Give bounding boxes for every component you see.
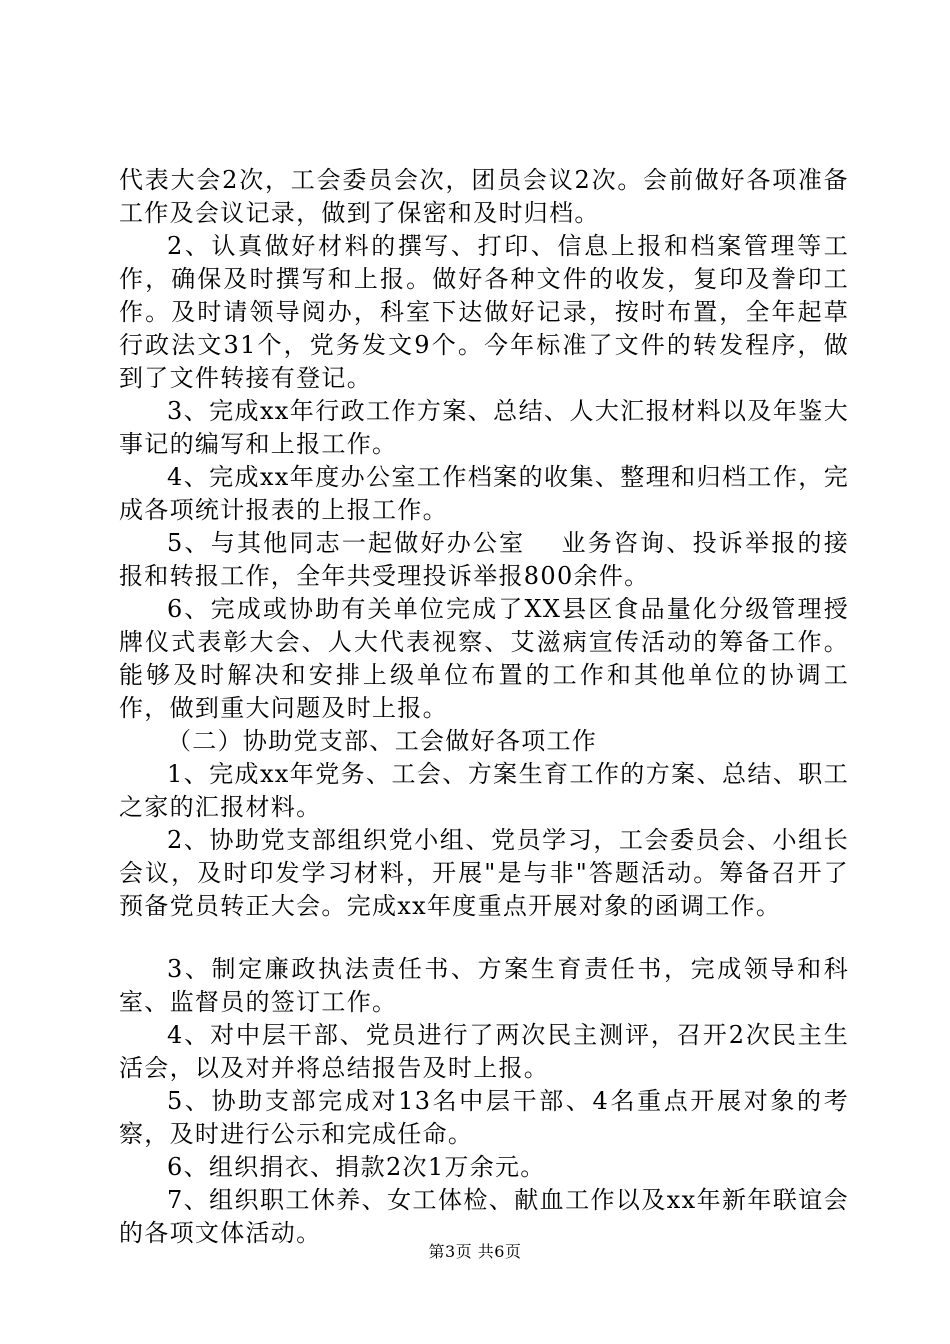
- paragraph-item-4: 4、完成xx年度办公室工作档案的收集、整理和归档工作，完成各项统计报表的上报工作。: [119, 463, 849, 524]
- paragraph-party-item-2: 2、协助党支部组织党小组、党员学习，工会委员会、小组长会议，及时印发学习材料，开展"是与非"答题活动。筹备召开了预备党员转正大会。完成xx年度重点开展对象的函调工作。: [119, 826, 849, 920]
- paragraph-party-item-4: 4、对中层干部、党员进行了两次民主测评，召开2次民主生活会，以及对并将总结报告及时上报。: [119, 1021, 849, 1082]
- document-body: [119, 164, 849, 1250]
- paragraph-item-3: 3、完成xx年行政工作方案、总结、人大汇报材料以及年鉴大事记的编写和上报工作。: [119, 397, 849, 458]
- paragraph-party-item-3: 3、制定廉政执法责任书、方案生育责任书，完成领导和科室、监督员的签订工作。: [119, 955, 849, 1016]
- paragraph-gap: [119, 923, 849, 953]
- paragraph-party-item-5: 5、协助支部完成对13名中层干部、4名重点开展对象的考察，及时进行公示和完成任命。: [119, 1087, 849, 1148]
- page-footer: 第3页 共6页: [428, 1242, 522, 1261]
- paragraph-item-6: 6、完成或协助有关单位完成了XX县区食品量化分级管理授牌仪式表彰大会、人大代表视察、艾滋病宣传活动的筹备工作。能够及时解决和安排上级单位布置的工作和其他单位的协调工作，做到重大问题及时上报。: [119, 595, 849, 722]
- paragraph-item-5: 5、与其他同志一起做好办公室 业务咨询、投诉举报的接报和转报工作，全年共受理投诉举报800余件。: [119, 529, 849, 590]
- section-heading-2: （二）协助党支部、工会做好各项工作: [167, 727, 598, 755]
- paragraph-continuation: 代表大会2次，工会委员会次，团员会议2次。会前做好各项准备工作及会议记录，做到了保密和及时归档。: [119, 166, 849, 227]
- paragraph-party-item-6: 6、组织捐衣、捐款2次1万余元。: [167, 1153, 546, 1181]
- paragraph-item-2: 2、认真做好材料的撰写、打印、信息上报和档案管理等工作，确保及时撰写和上报。做好各种文件的收发，复印及誊印工作。及时请领导阅办，科室下达做好记录，按时布置，全年起草行政法文31个，党务发文9个。今年标准了文件的转发程序，做到了文件转接有登记。: [119, 232, 849, 392]
- paragraph-party-item-7: 7、组织职工休养、女工体检、献血工作以及xx年新年联谊会的各项文体活动。: [119, 1186, 849, 1247]
- paragraph-party-item-1: 1、完成xx年党务、工会、方案生育工作的方案、总结、职工之家的汇报材料。: [119, 760, 849, 821]
